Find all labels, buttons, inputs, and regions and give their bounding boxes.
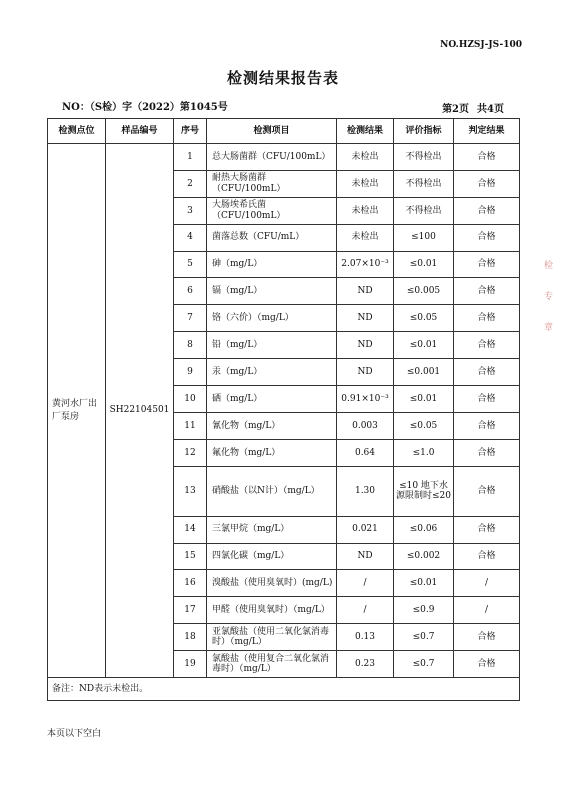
item-cell: 四氯化碳（mg/L） — [207, 543, 337, 570]
item-cell: 甲醛（使用臭氧时）（mg/L） — [207, 597, 337, 624]
number-cell: 19 — [174, 651, 207, 678]
judgement-cell: 合格 — [454, 359, 520, 386]
item-cell: 氯酸盐（使用复合二氧化氯消毒时）（mg/L） — [207, 651, 337, 678]
result-cell: 0.13 — [337, 624, 394, 651]
item-cell: 镉（mg/L） — [207, 278, 337, 305]
header-location: 检测点位 — [48, 119, 106, 144]
judgement-cell: / — [454, 570, 520, 597]
judgement-cell: 合格 — [454, 651, 520, 678]
item-cell: 氟化物（mg/L） — [207, 439, 337, 466]
judgement-cell: 合格 — [454, 197, 520, 224]
location-cell: 黄河水厂出厂泵房 — [48, 144, 106, 678]
page-number: 第2页 — [442, 104, 470, 115]
limit-cell: 不得检出 — [394, 197, 454, 224]
result-cell: / — [337, 597, 394, 624]
number-cell: 11 — [174, 412, 207, 439]
item-cell: 溴酸盐（使用臭氧时）(mg/L) — [207, 570, 337, 597]
result-cell: 未检出 — [337, 197, 394, 224]
item-cell: 硒（mg/L） — [207, 386, 337, 413]
limit-cell: 不得检出 — [394, 144, 454, 171]
judgement-cell: 合格 — [454, 278, 520, 305]
result-cell: 2.07×10⁻³ — [337, 251, 394, 278]
result-cell: / — [337, 570, 394, 597]
report-number: NO：（S检）字（2022）第1045号 — [62, 102, 228, 113]
number-cell: 18 — [174, 624, 207, 651]
item-cell: 总大肠菌群（CFU/100mL） — [207, 144, 337, 171]
header-item: 检测项目 — [207, 119, 337, 144]
result-cell: 1.30 — [337, 466, 394, 516]
number-cell: 10 — [174, 386, 207, 413]
judgement-cell: 合格 — [454, 439, 520, 466]
judgement-cell: 合格 — [454, 144, 520, 171]
result-cell: ND — [337, 359, 394, 386]
note-cell: 备注：ND表示未检出。 — [48, 678, 520, 701]
header-sample-id: 样品编号 — [106, 119, 174, 144]
item-cell: 硝酸盐（以N计）（mg/L） — [207, 466, 337, 516]
judgement-cell: 合格 — [454, 412, 520, 439]
judgement-cell: 合格 — [454, 624, 520, 651]
header-judgement: 判定结果 — [454, 119, 520, 144]
limit-cell: ≤0.005 — [394, 278, 454, 305]
table-body — [48, 144, 520, 678]
stamp-char: 检 — [544, 261, 554, 271]
header-limit: 评价指标 — [394, 119, 454, 144]
judgement-cell: 合格 — [454, 386, 520, 413]
item-cell: 三氯甲烷（mg/L） — [207, 516, 337, 543]
item-cell: 铬（六价）（mg/L） — [207, 305, 337, 332]
limit-cell: ≤1.0 — [394, 439, 454, 466]
limit-cell: ≤0.001 — [394, 359, 454, 386]
note-row — [48, 678, 520, 701]
item-cell: 大肠埃希氏菌（CFU/100mL） — [207, 197, 337, 224]
number-cell: 16 — [174, 570, 207, 597]
result-cell: 未检出 — [337, 170, 394, 197]
limit-cell: ≤0.01 — [394, 251, 454, 278]
judgement-cell: 合格 — [454, 251, 520, 278]
limit-cell: ≤0.01 — [394, 386, 454, 413]
item-cell: 耐热大肠菌群（CFU/100mL） — [207, 170, 337, 197]
limit-cell: ≤10 地下水源限制时≤20 — [394, 466, 454, 516]
number-cell: 3 — [174, 197, 207, 224]
result-cell: 0.021 — [337, 516, 394, 543]
number-cell: 7 — [174, 305, 207, 332]
number-cell: 14 — [174, 516, 207, 543]
header-number: 序号 — [174, 119, 207, 144]
item-cell: 铅（mg/L） — [207, 332, 337, 359]
result-cell: 0.91×10⁻³ — [337, 386, 394, 413]
number-cell: 13 — [174, 466, 207, 516]
result-cell: ND — [337, 278, 394, 305]
judgement-cell: 合格 — [454, 305, 520, 332]
table-row — [48, 144, 520, 171]
results-table — [47, 118, 520, 701]
judgement-cell: 合格 — [454, 466, 520, 516]
number-cell: 9 — [174, 359, 207, 386]
item-cell: 亚氯酸盐（使用二氧化氯消毒时）（mg/L） — [207, 624, 337, 651]
judgement-cell: / — [454, 597, 520, 624]
result-cell: 未检出 — [337, 144, 394, 171]
limit-cell: ≤0.9 — [394, 597, 454, 624]
result-cell: 0.003 — [337, 412, 394, 439]
judgement-cell: 合格 — [454, 543, 520, 570]
number-cell: 17 — [174, 597, 207, 624]
item-cell: 氰化物（mg/L） — [207, 412, 337, 439]
result-cell: ND — [337, 305, 394, 332]
number-cell: 6 — [174, 278, 207, 305]
result-cell: ND — [337, 332, 394, 359]
limit-cell: ≤0.7 — [394, 651, 454, 678]
judgement-cell: 合格 — [454, 224, 520, 251]
number-cell: 2 — [174, 170, 207, 197]
item-cell: 汞（mg/L） — [207, 359, 337, 386]
stamp-char: 章 — [544, 323, 554, 333]
limit-cell: ≤0.002 — [394, 543, 454, 570]
limit-cell: ≤100 — [394, 224, 454, 251]
page-title: 检测结果报告表 — [226, 69, 339, 87]
total-pages: 共4页 — [477, 104, 504, 115]
limit-cell: ≤0.06 — [394, 516, 454, 543]
footer-blank-note: 本页以下空白 — [47, 729, 102, 739]
judgement-cell: 合格 — [454, 170, 520, 197]
number-cell: 15 — [174, 543, 207, 570]
table-header-row — [48, 119, 520, 144]
limit-cell: 不得检出 — [394, 170, 454, 197]
limit-cell: ≤0.7 — [394, 624, 454, 651]
judgement-cell: 合格 — [454, 332, 520, 359]
number-cell: 4 — [174, 224, 207, 251]
stamp-char: 专 — [544, 292, 554, 302]
judgement-cell: 合格 — [454, 516, 520, 543]
document-number: NO.HZSJ-JS-100 — [440, 40, 522, 50]
limit-cell: ≤0.05 — [394, 412, 454, 439]
result-cell: 0.23 — [337, 651, 394, 678]
item-cell: 菌落总数（CFU/mL） — [207, 224, 337, 251]
item-cell: 砷（mg/L） — [207, 251, 337, 278]
number-cell: 12 — [174, 439, 207, 466]
sample-id-cell: SH22104501 — [106, 144, 174, 678]
number-cell: 1 — [174, 144, 207, 171]
stamp-fragment — [544, 258, 562, 351]
number-cell: 5 — [174, 251, 207, 278]
header-result: 检测结果 — [337, 119, 394, 144]
page-info — [434, 100, 504, 115]
result-cell: 0.64 — [337, 439, 394, 466]
limit-cell: ≤0.01 — [394, 332, 454, 359]
limit-cell: ≤0.01 — [394, 570, 454, 597]
number-cell: 8 — [174, 332, 207, 359]
result-cell: 未检出 — [337, 224, 394, 251]
limit-cell: ≤0.05 — [394, 305, 454, 332]
result-cell: ND — [337, 543, 394, 570]
